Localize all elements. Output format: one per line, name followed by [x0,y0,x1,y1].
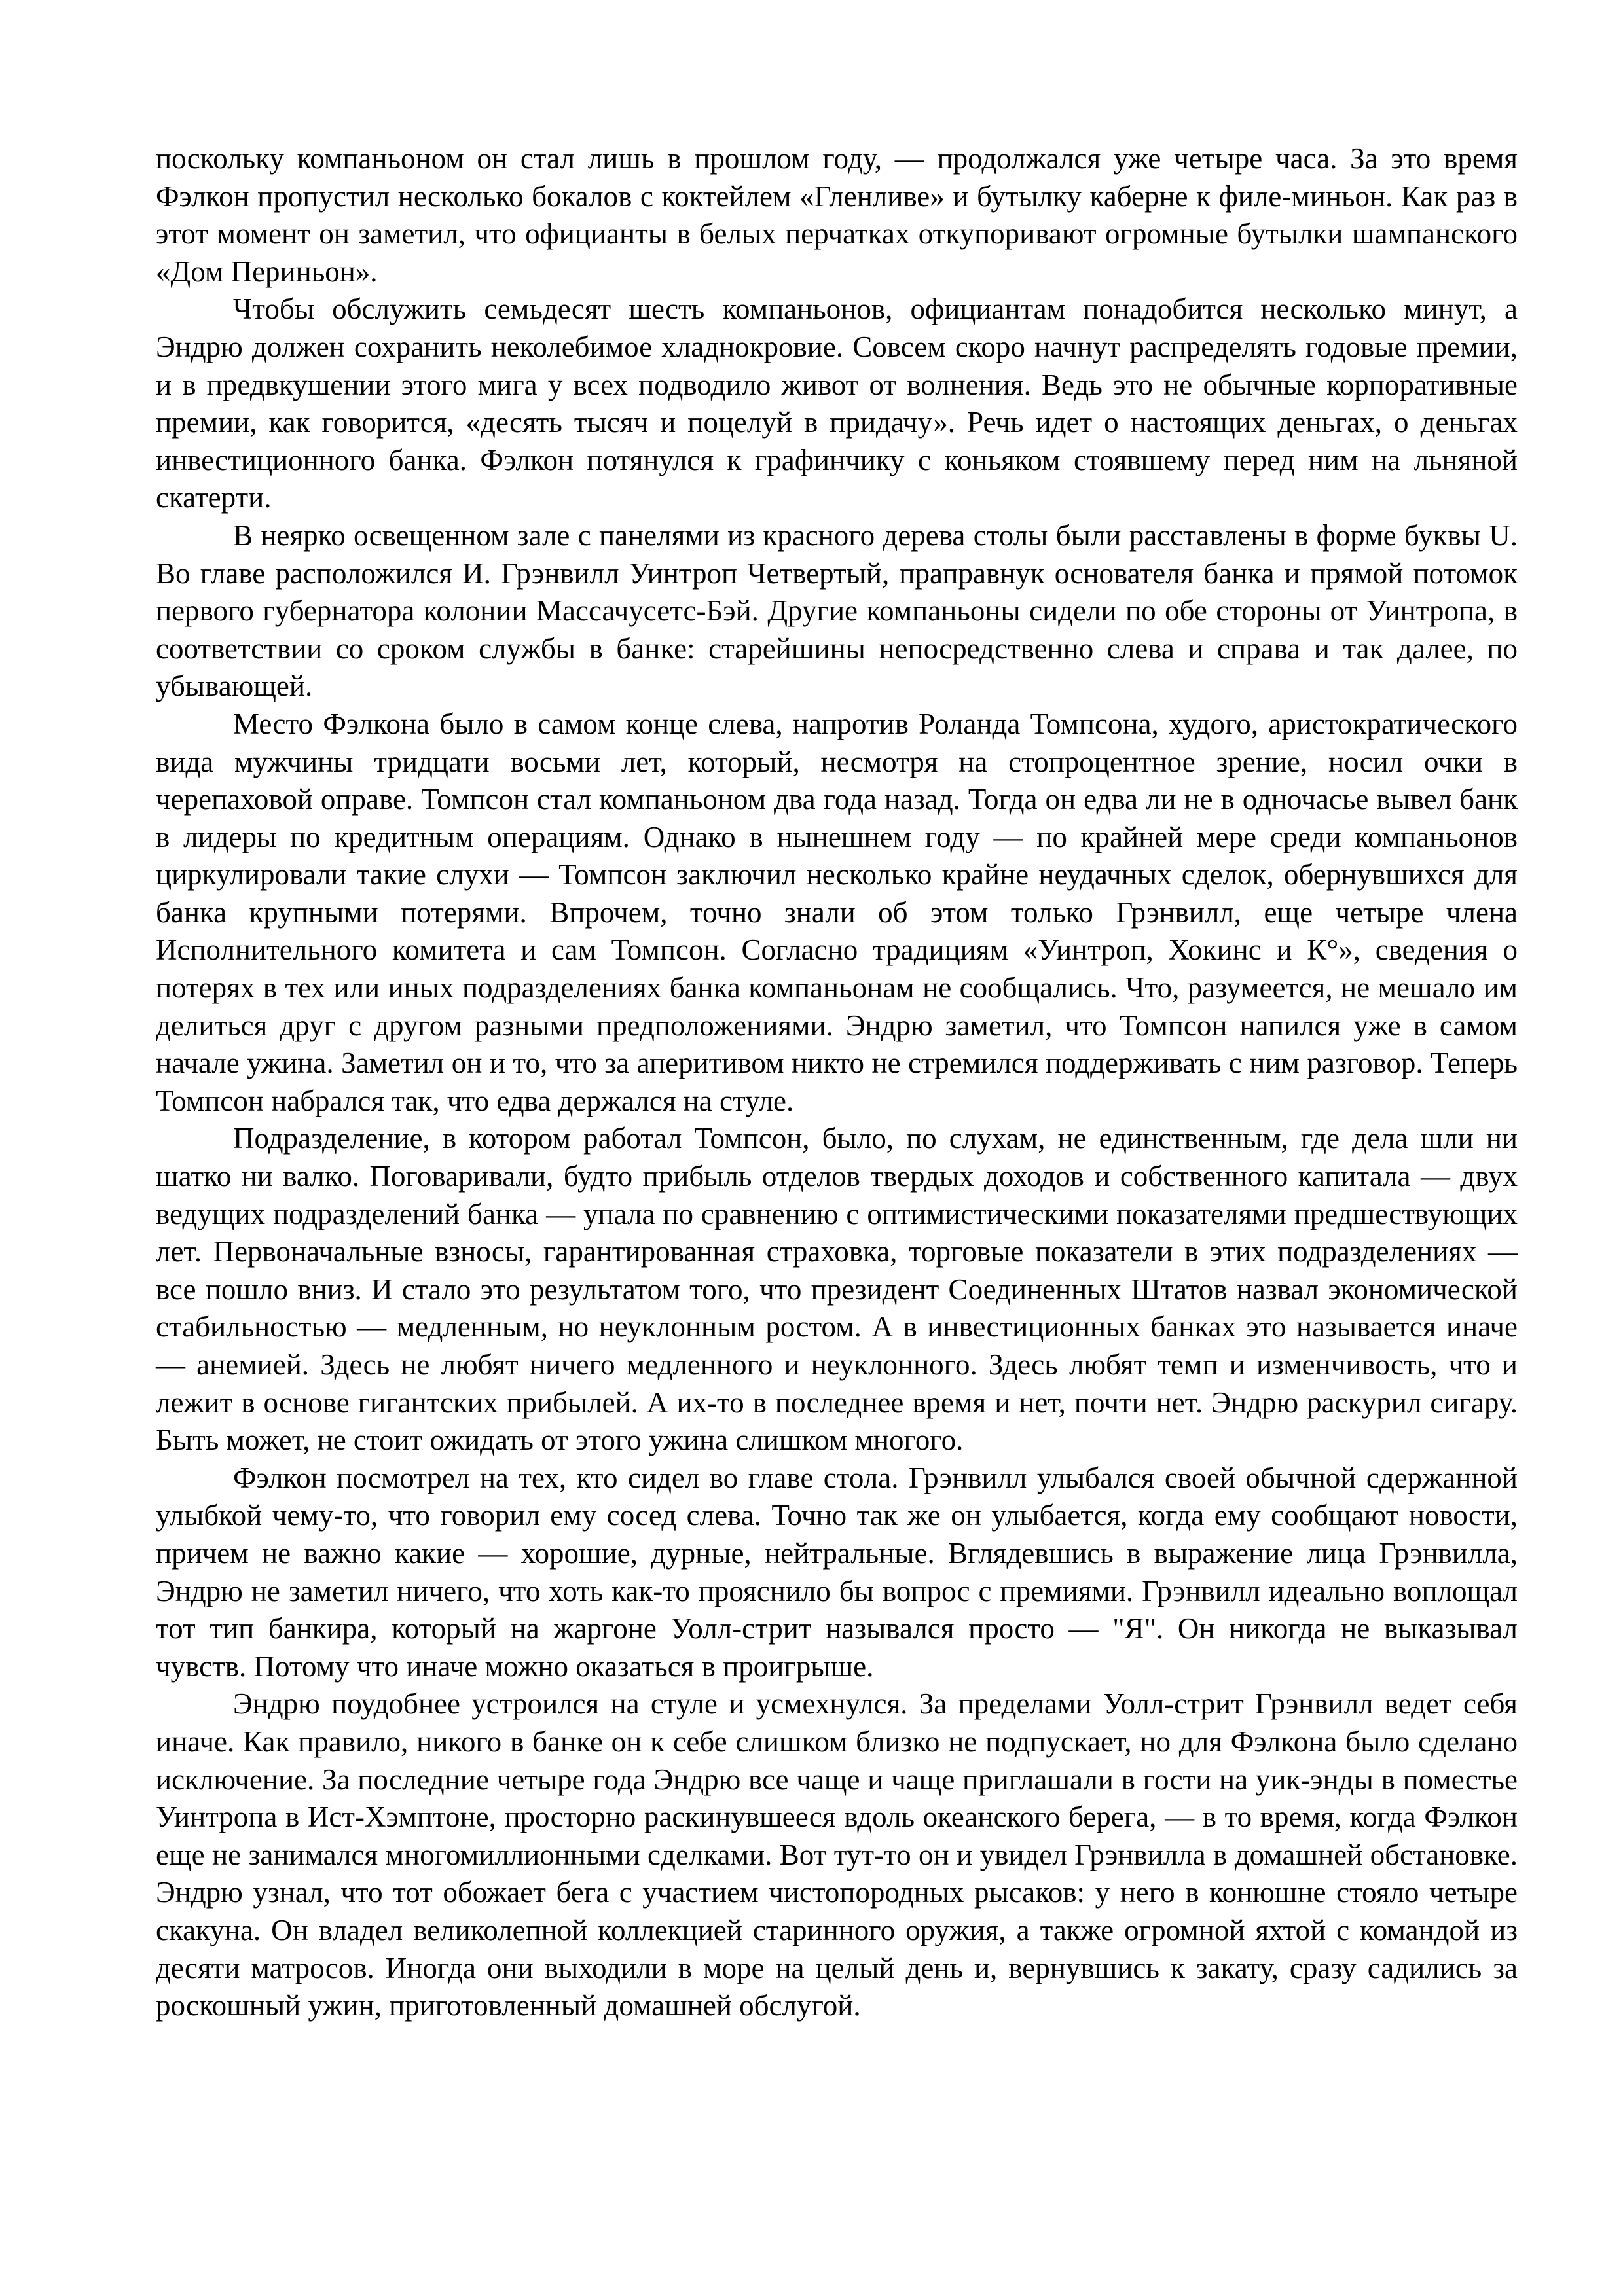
paragraph-3: В неярко освещенном зале с панелями из красного дерева столы были расставлены в форме буквы U. Во главе расположился И. Грэнвилл Уинтроп Четвертый, праправнук основателя банка и прямой потомок первого губернатора колонии Массачусетс-Бэй. Другие компаньоны сидели по обе стороны от Уинтропа, в соответствии со сроком службы в банке: старейшины непосредственно слева и справа и так далее, по убывающей. [156,518,1518,703]
paragraph-7: Эндрю поудобнее устроился на стуле и усмехнулся. За пределами Уолл-стрит Грэнвилл ведет себя иначе. Как правило, никого в банке он к себе слишком близко не подпускает, но для Фэлкона было сделано исключение. За последние четыре года Эндрю все чаще и чаще приглашали в гости на уик-энды в поместье Уинтропа в Ист-Хэмптоне, просторно раскинувшееся вдоль океанского берега, — в то время, когда Фэлкон еще не занимался многомиллионными сделками. Вот тут-то он и увидел Грэнвилла в домашней обстановке. Эндрю узнал, что тот обожает бега с участием чистопородных рысаков: у него в конюшне стояло четыре скакуна. Он владел великолепной коллекцией старинного оружия, а также огромной яхтой с командой из десяти матросов. Иногда они выходили в море на целый день и, вернувшись к закату, сразу садились за роскошный ужин, приготовленный домашней обслугой. [156,1687,1518,2022]
body-text [156,140,1518,2025]
paragraph-4: Место Фэлкона было в самом конце слева, напротив Роланда Томпсона, худого, аристократического вида мужчины тридцати восьми лет, который, несмотря на стопроцентное зрение, носил очки в черепаховой оправе. Томпсон стал компаньоном два года назад. Тогда он едва ли не в одночасье вывел банк в лидеры по кредитным операциям. Однако в нынешнем году — по крайней мере среди компаньонов циркулировали такие слухи — Томпсон заключил несколько крайне неудачных сделок, обернувшихся для банка крупными потерями. Впрочем, точно знали об этом только Грэнвилл, еще четыре члена Исполнительного комитета и сам Томпсон. Согласно традициям «Уинтроп, Хокинс и К°», сведения о потерях в тех или иных подразделениях банка компаньонам не сообщались. Что, разумеется, не мешало им делиться друг с другом разными предположениями. Эндрю заметил, что Томпсон напился уже в самом начале ужина. Заметил он и то, что за аперитивом никто не стремился поддерживать с ним разговор. Теперь Томпсон набрался так, что едва держался на стуле. [156,707,1518,1117]
paragraph-6: Фэлкон посмотрел на тех, кто сидел во главе стола. Грэнвилл улыбался своей обычной сдержанной улыбкой чему-то, что говорил ему сосед слева. Точно так же он улыбается, когда ему сообщают новости, причем не важно какие — хорошие, дурные, нейтральные. Вглядевшись в выражение лица Грэнвилла, Эндрю не заметил ничего, что хоть как-то прояснило бы вопрос с премиями. Грэнвилл идеально воплощал тот тип банкира, который на жаргоне Уолл-стрит назывался просто — "Я". Он никогда не выказывал чувств. Потому что иначе можно оказаться в проигрыше. [156,1461,1518,1683]
paragraph-5: Подразделение, в котором работал Томпсон, было, по слухам, не единственным, где дела шли ни шатко ни валко. Поговаривали, будто прибыль отделов твердых доходов и собственного капитала — двух ведущих подразделений банка — упала по сравнению с оптимистическими показателями предшествующих лет. Первоначальные взносы, гарантированная страховка, торговые показатели в этих подразделениях — все пошло вниз. И стало это результатом того, что президент Соединенных Штатов назвал экономической стабильностью — медленным, но неуклонным ростом. А в инвестиционных банках это называется иначе — анемией. Здесь не любят ничего медленного и неуклонного. Здесь любят темп и изменчивость, что и лежит в основе гигантских прибылей. А их-то в последнее время и нет, почти нет. Эндрю раскурил сигару. Быть может, не стоит ожидать от этого ужина слишком многого. [156,1122,1518,1457]
paragraph-1: поскольку компаньоном он стал лишь в прошлом году, — продолжался уже четыре часа. За это время Фэлкон пропустил несколько бокалов с коктейлем «Гленливе» и бутылку каберне к филе-миньон. Как раз в этот момент он заметил, что официанты в белых перчатках откупоривают огромные бутылки шампанского «Дом Периньон». [156,142,1518,288]
paragraph-2: Чтобы обслужить семьдесят шесть компаньонов, официантам понадобится несколько минут, а Эндрю должен сохранить неколебимое хладнокровие. Совсем скоро начнут распределять годовые премии, и в предвкушении этого мига у всех подводило живот от волнения. Ведь это не обычные корпоративные премии, как говорится, «десять тысяч и поцелуй в придачу». Речь идет о настоящих деньгах, о деньгах инвестиционного банка. Фэлкон потянулся к графинчику с коньяком стоявшему перед ним на льняной скатерти. [156,293,1518,514]
